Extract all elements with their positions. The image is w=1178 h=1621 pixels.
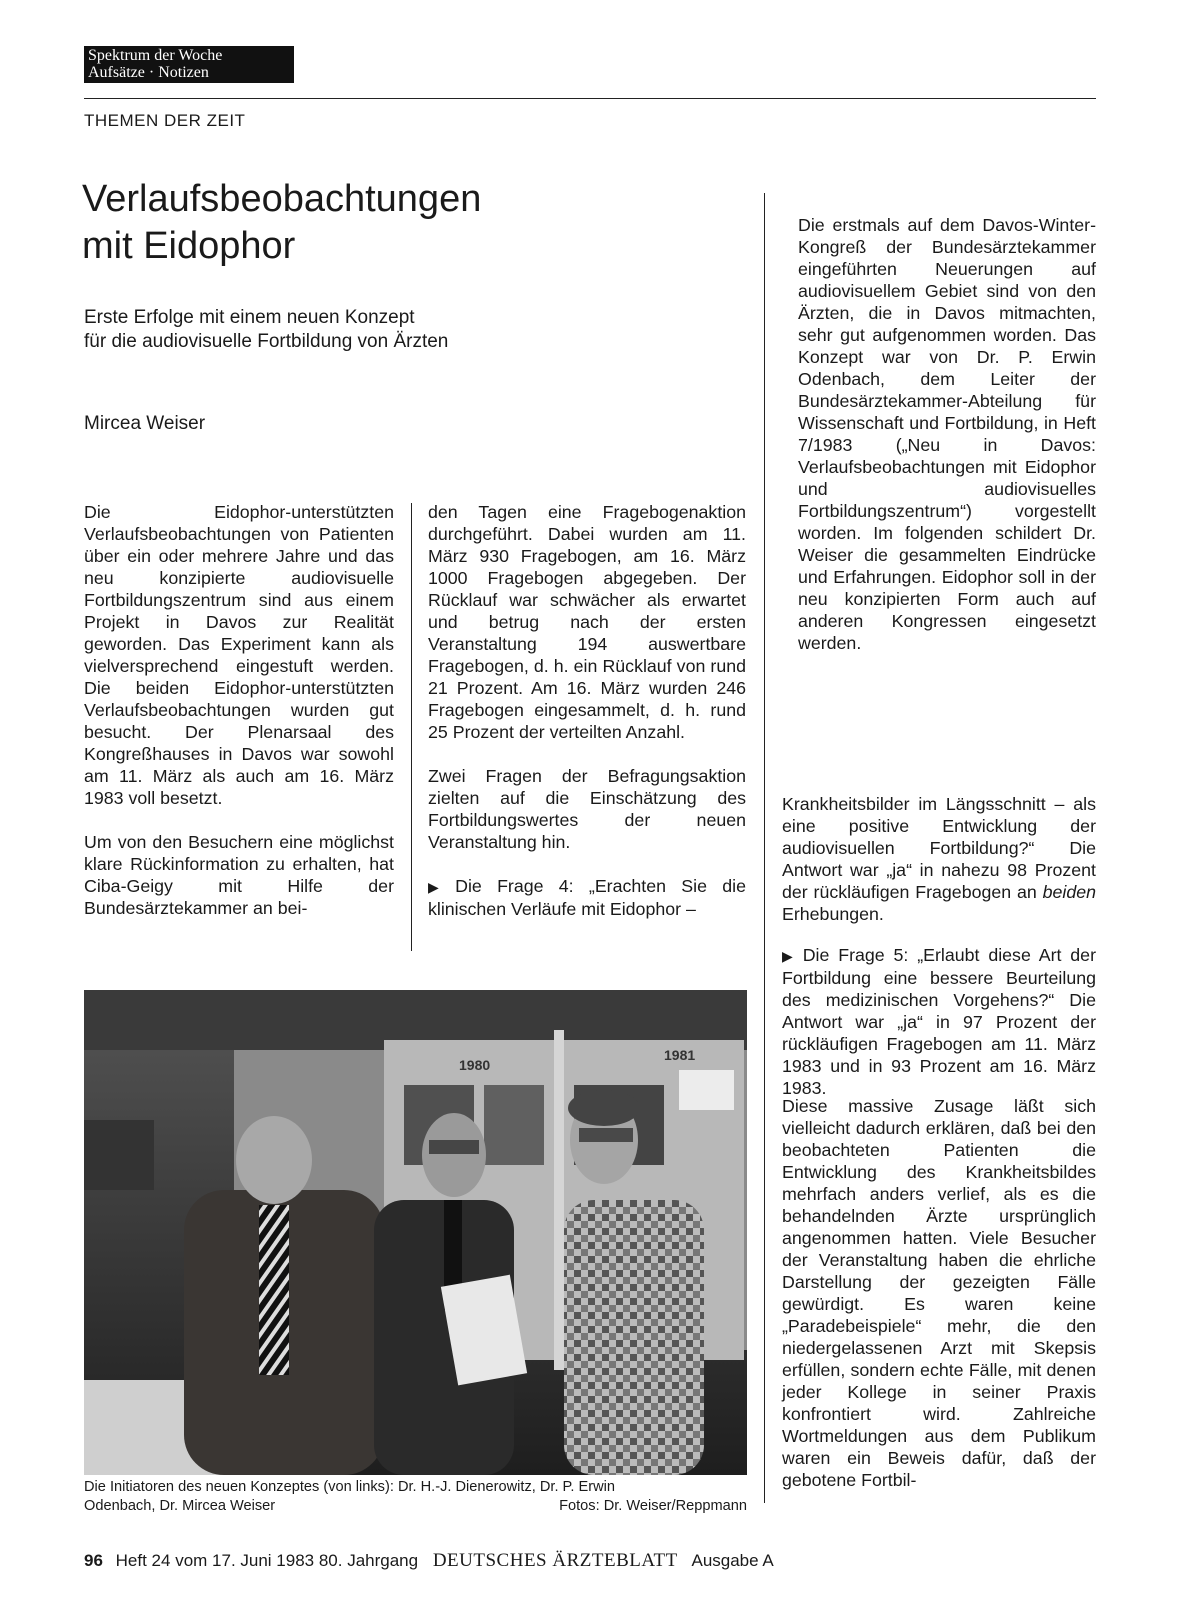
magazine-name: DEUTSCHES ÄRZTEBLATT <box>432 1550 678 1571</box>
caption-line-1: Die Initiatoren des neuen Konzeptes (von links): Dr. H.-J. Dienerowitz, Dr. P. Erwin <box>84 1479 616 1495</box>
body-column-3-bottom <box>782 1095 1096 1491</box>
author: Mircea Weiser <box>84 413 206 434</box>
body-column-3-top <box>782 793 1096 925</box>
page-number: 96 <box>84 1551 103 1570</box>
section-label-line1: Spektrum der Woche <box>88 47 223 64</box>
column-rule-right <box>764 193 765 1503</box>
article-title <box>82 176 722 270</box>
intro-text: Die erstmals auf dem Davos-Winter-Kongreß der Bundesärztekammer eingeführten Neuerungen auf audiovisuellem Gebiet sind von den Ärzten, die in Davos mitmachten, sehr gut aufgenommen worden. Das Konzept war von Dr. P. Erwin Odenbach, dem Leiter der Bundesärztekammer-Abteilung für Wissenschaft und Fortbildung, in Heft 7/1983 („Neu in Davos: Verlaufsbeobachtungen mit Eidophor und audiovisuelles Fortbildungszentrum“) vorgestellt worden. Im folgenden schildert Dr. Weiser die gesammelten Eindrücke und Erfahrungen. Eidophor soll in der neu konzipierten Form auch auf anderen Kongressen eingesetzt werden. <box>798 215 1096 653</box>
col3-paragraph-1-end: Erhebungen. <box>782 904 884 924</box>
edition: Ausgabe A <box>691 1551 774 1570</box>
section-label-line2: Aufsätze · Notizen <box>88 64 209 81</box>
col3-paragraph-3: Diese massive Zusage läßt sich vielleicht dadurch erklären, daß bei den beobachteten Patienten die Entwicklung des Krankheitsbildes mehrfach anders verlief, als es die behandelnden Ärzte ursprünglich angenommen hatten. Viele Besucher der Veranstaltung haben die ehrliche Darstellung der gezeigten Fälle gewürdigt. Es waren keine „Paradebeispiele“ mehr, die den niedergelassenen Arzt mit Skepsis erfüllen, sondern echte Fälle, mit denen jeder Kollege in seiner Praxis konfrontiert wird. Zahlreiche Wortmeldungen aus dem Publikum waren ein Beweis dafür, daß der gebotene Fortbil- <box>782 1096 1096 1490</box>
col2-paragraph-1: den Tagen eine Fragebogenaktion durchgeführt. Dabei wurden am 11. März 930 Fragebogen, am 16. März 1000 Fragebogen abgegeben. Der Rücklauf war schwächer als erwartet und betrug nach der ersten Veranstaltung 194 auswertbare Fragebogen, d. h. ein Rücklauf von rund 21 Prozent. Am 16. März wurden 246 Fragebogen eingesammelt, d. h. rund 25 Prozent der verteilten Anzahl. <box>428 502 746 742</box>
col2-paragraph-3-text: Die Frage 4: „Erachten Sie die klinischen Verläufe mit Eidophor – <box>428 876 746 919</box>
issue-info: Heft 24 vom 17. Juni 1983 80. Jahrgang <box>115 1551 419 1570</box>
sign-right: 1981 <box>664 1047 696 1063</box>
body-column-3-middle <box>782 944 1096 1099</box>
body-column-2 <box>428 501 746 920</box>
photo-illustration <box>84 990 747 1475</box>
kicker: THEMEN DER ZEIT <box>84 111 246 130</box>
col1-paragraph-1: Die Eidophor-unterstützten Verlaufsbeobachtungen von Patienten über ein oder mehrere Jahre und das neu konzipierte audiovisuelle Fortbildungszentrum sind aus einem Projekt in Davos zur Realität geworden. Das Experiment kann als vielversprechend eingestuft werden. Die beiden Eidophor-unterstützten Verlaufsbeobachtungen wurden gut besucht. Der Plenarsaal des Kongreßhauses in Davos war sowohl am 11. März als auch am 16. März 1983 voll besetzt. <box>84 502 394 808</box>
photo-caption <box>84 1478 747 1516</box>
triangle-bullet-icon: ▶ <box>782 948 797 964</box>
col3-paragraph-2-text: Die Frage 5: „Erlaubt diese Art der Fortbildung eine bessere Beurteilung des medizinischen Vorgehens?“ Die Antwort war „ja“ in 97 Prozent der rückläufigen Fragebogen am 11. März 1983 und in 93 Prozent am 16. März 1983. <box>782 945 1096 1098</box>
col1-paragraph-2: Um von den Besuchern eine möglichst klare Rückinformation zu erhalten, hat Ciba-Geigy mit Hilfe der Bundesärztekammer an bei- <box>84 832 394 918</box>
col2-paragraph-2: Zwei Fragen der Befragungsaktion zielten auf die Einschätzung des Fortbildungswertes der neuen Veranstaltung hin. <box>428 766 746 852</box>
page-footer <box>84 1550 774 1572</box>
body-column-1 <box>84 501 394 919</box>
col3-paragraph-2 <box>782 944 1096 1099</box>
triangle-bullet-icon: ▶ <box>428 879 450 895</box>
title-line-1: Verlaufsbeobachtungen <box>82 178 482 220</box>
col3-paragraph-1 <box>782 793 1096 925</box>
caption-line-2: Odenbach, Dr. Mircea Weiser <box>84 1498 276 1514</box>
col3-paragraph-1-start: Krankheitsbilder im Längsschnitt – als eine positive Entwicklung der audiovisuellen Fortbildung?“ Die Antwort war „ja“ in nahezu 98 Prozent der rückläufigen Fragebogen an <box>782 794 1096 902</box>
col3-paragraph-1-emphasis: beiden <box>1042 882 1096 902</box>
title-line-2: mit Eidophor <box>82 225 296 267</box>
subtitle-line-2: für die audiovisuelle Fortbildung von Ärzten <box>84 331 449 352</box>
sign-left: 1980 <box>459 1057 491 1073</box>
photo-credit: Fotos: Dr. Weiser/Reppmann <box>559 1498 747 1514</box>
column-rule-left <box>411 503 412 951</box>
col2-paragraph-3 <box>428 875 746 920</box>
top-rule <box>84 98 1096 99</box>
section-label <box>84 46 294 83</box>
subtitle-line-1: Erste Erfolge mit einem neuen Konzept <box>84 307 415 328</box>
photo <box>84 990 747 1475</box>
article-subtitle <box>84 306 724 354</box>
